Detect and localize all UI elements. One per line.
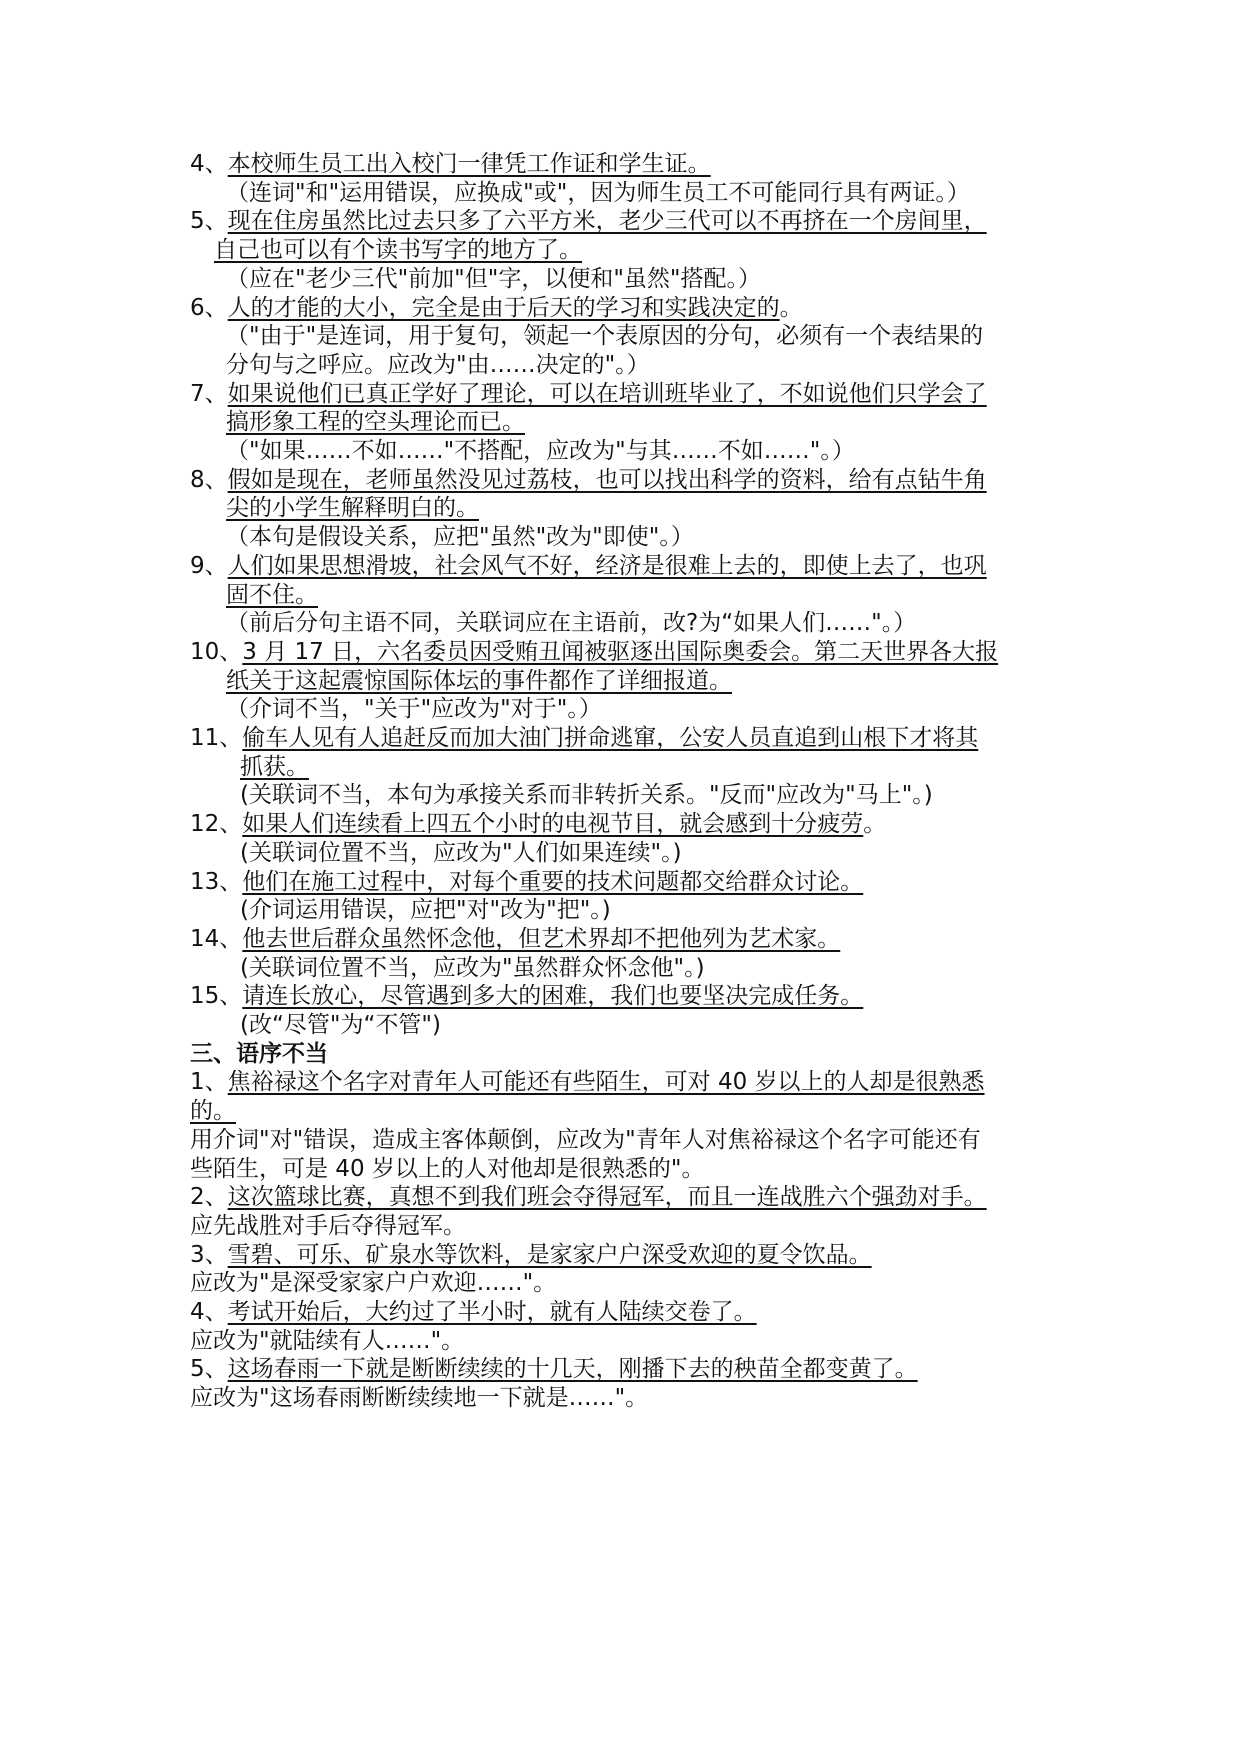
underlined-sentence: 抓获。 xyxy=(240,753,309,780)
text-line xyxy=(240,779,933,811)
text-line xyxy=(190,550,987,582)
text-line xyxy=(190,1267,556,1299)
underlined-sentence: 请连长放心，尽管遇到多大的困难，我们也要坚决完成任务。 xyxy=(242,983,864,1010)
underlined-sentence: 这次篮球比赛，真想不到我们班会夺得冠军，而且一连战胜六个强劲对手。 xyxy=(227,1184,987,1211)
text-line xyxy=(190,1095,236,1127)
text-line xyxy=(226,693,602,725)
text-span: 11、 xyxy=(190,725,243,751)
text-line xyxy=(226,406,525,438)
underlined-sentence: 固不住。 xyxy=(226,581,318,608)
text-span: （"如果……不如……"不搭配，应改为"与其……不如……"。） xyxy=(226,438,855,464)
underlined-sentence: 的。 xyxy=(190,1098,236,1125)
underlined-sentence: 自己也可以有个读书写字的地方了。 xyxy=(214,237,582,264)
text-line xyxy=(240,1009,441,1041)
text-line xyxy=(190,1239,872,1271)
underlined-sentence: 搞形象工程的空头理论而已。 xyxy=(226,409,525,436)
text-span: 9、 xyxy=(190,552,228,579)
text-line xyxy=(190,1382,648,1414)
text-span: 4、 xyxy=(190,1299,228,1325)
text-span: （本句是假设关系，应把"虽然"改为"即使"。） xyxy=(226,524,694,551)
text-line xyxy=(190,1181,987,1213)
text-line xyxy=(226,263,761,295)
underlined-sentence: 本校师生员工出入校门一律凭工作证和学生证。 xyxy=(227,151,711,177)
text-span: （连词"和"运用错误，应换成"或"，因为师生员工不可能同行具有两证。） xyxy=(226,179,970,206)
text-span: (关联词位置不当，应改为"虽然群众怀念他"。) xyxy=(240,954,705,981)
text-line xyxy=(190,378,987,410)
text-line xyxy=(190,866,863,898)
text-line xyxy=(240,751,309,783)
text-span: (改“尽管"为“不管") xyxy=(240,1012,441,1038)
text-line xyxy=(190,292,803,324)
text-span: 应改为"就陆续有人……"。 xyxy=(190,1327,465,1354)
text-span: 6、 xyxy=(190,294,228,321)
text-span: 应改为"这场春雨断断续续地一下就是……"。 xyxy=(190,1385,649,1412)
underlined-sentence: 他去世后群众虽然怀念他，但艺术界却不把他列为艺术家。 xyxy=(242,925,841,952)
text-span: (关联词位置不当，应改为"人们如果连续"。) xyxy=(240,839,682,866)
text-span: 7、 xyxy=(190,380,228,407)
text-span: 分句与之呼应。应改为"由……决定的"。） xyxy=(226,351,650,378)
text-line xyxy=(190,1353,918,1385)
text-span: 14、 xyxy=(190,925,243,952)
text-span: (介词运用错误，应把"对"改为"把"。) xyxy=(240,897,611,924)
underlined-sentence: 尖的小学生解释明白的。 xyxy=(226,495,479,522)
text-line xyxy=(190,205,987,237)
text-span: 些陌生，可是 40 岁以上的人对他却是很熟悉的"。 xyxy=(190,1155,705,1182)
underlined-sentence: 3 月 17 日，六名委员因受贿丑闻被驱逐出国际奥委会。第二天世界各大报 xyxy=(242,638,999,665)
underlined-sentence: 人们如果思想滑坡，社会风气不好，经济是很难上去的，即使上去了，也巩 xyxy=(227,552,987,579)
text-line xyxy=(214,234,582,266)
text-line xyxy=(226,435,855,467)
underlined-sentence: 雪碧、可乐、矿泉水等饮料，是家家户户深受欢迎的夏令饮品。 xyxy=(227,1241,872,1268)
text-line xyxy=(190,1066,985,1098)
text-span: （介词不当，"关于"应改为"对于"。） xyxy=(226,696,602,723)
text-span: （应在"老少三代"前加"但"字，以便和"虽然"搭配。） xyxy=(226,265,761,292)
text-line xyxy=(190,980,863,1012)
text-span: 12、 xyxy=(190,811,243,838)
text-span: 13、 xyxy=(190,868,243,895)
text-line xyxy=(226,579,318,611)
underlined-sentence: 他们在施工过程中，对每个重要的技术问题都交给群众讨论。 xyxy=(242,868,864,895)
text-line xyxy=(226,607,916,639)
text-span: 。 xyxy=(779,294,803,321)
text-line xyxy=(190,1325,464,1357)
text-span: 4、 xyxy=(190,151,228,177)
underlined-sentence: 假如是现在，老师虽然没见过荔枝，也可以找出科学的资料，给有点钻牛角 xyxy=(227,466,987,493)
text-line xyxy=(190,808,886,840)
underlined-sentence: 纸关于这起震惊国际体坛的事件都作了详细报道。 xyxy=(226,667,732,694)
underlined-sentence: 这场春雨一下就是断断续续的十几天，刚播下去的秧苗全都变黄了。 xyxy=(227,1356,918,1383)
underlined-sentence: 偷车人见有人追赶反而加大油门拼命逃窜，公安人员直追到山根下才将其 xyxy=(242,725,979,751)
text-line xyxy=(226,665,732,697)
text-span: 10、 xyxy=(190,638,243,665)
text-line xyxy=(226,320,983,352)
text-line xyxy=(190,636,998,668)
text-span: 应改为"是深受家家户户欢迎……"。 xyxy=(190,1270,557,1297)
text-span: 2、 xyxy=(190,1184,228,1211)
text-span: （前后分句主语不同，关联词应在主语前，改?为“如果人们……"。） xyxy=(226,610,917,637)
text-line xyxy=(190,1210,466,1242)
text-span: 三、语序不当 xyxy=(190,1040,328,1067)
text-line xyxy=(190,923,840,955)
section-heading xyxy=(190,1038,328,1070)
text-line xyxy=(226,521,694,553)
text-span: 5、 xyxy=(190,1356,228,1383)
text-span: 5、 xyxy=(190,208,228,235)
underlined-sentence: 焦裕禄这个名字对青年人可能还有些陌生，可对 40 岁以上的人却是很熟悉 xyxy=(227,1069,985,1096)
text-line xyxy=(240,894,611,926)
text-span: (关联词不当，本句为承接关系而非转折关系。"反而"应改为"马上"。) xyxy=(240,782,933,809)
text-line xyxy=(190,1296,757,1328)
text-line xyxy=(190,1153,704,1185)
text-line xyxy=(226,349,650,381)
text-span: 15、 xyxy=(190,983,243,1010)
text-line xyxy=(190,464,987,496)
text-span: 3、 xyxy=(190,1241,228,1268)
text-span: 应先战胜对手后夺得冠军。 xyxy=(190,1212,466,1239)
text-line xyxy=(240,837,682,869)
text-line xyxy=(190,722,978,754)
text-span: （"由于"是连词，用于复句，领起一个表原因的分句，必须有一个表结果的 xyxy=(226,323,984,350)
text-line xyxy=(240,952,705,984)
text-span: 8、 xyxy=(190,466,228,493)
text-line xyxy=(190,148,711,180)
text-span: 用介词"对"错误，造成主客体颠倒，应改为"青年人对焦裕禄这个名字可能还有 xyxy=(190,1126,981,1153)
text-line xyxy=(190,1124,981,1156)
underlined-sentence: 人的才能的大小，完全是由于后天的学习和实践决定的 xyxy=(227,294,780,321)
underlined-sentence: 如果人们连续看上四五个小时的电视节目，就会感到十分疲劳 xyxy=(242,811,864,838)
text-span: 1、 xyxy=(190,1069,228,1096)
underlined-sentence: 现在住房虽然比过去只多了六平方米，老少三代可以不再挤在一个房间里， xyxy=(227,208,987,235)
text-line xyxy=(226,492,479,524)
text-span: 。 xyxy=(863,811,887,838)
underlined-sentence: 如果说他们已真正学好了理论，可以在培训班毕业了，不如说他们只学会了 xyxy=(227,380,987,407)
underlined-sentence: 考试开始后，大约过了半小时，就有人陆续交卷了。 xyxy=(227,1299,757,1325)
text-line xyxy=(226,177,970,209)
